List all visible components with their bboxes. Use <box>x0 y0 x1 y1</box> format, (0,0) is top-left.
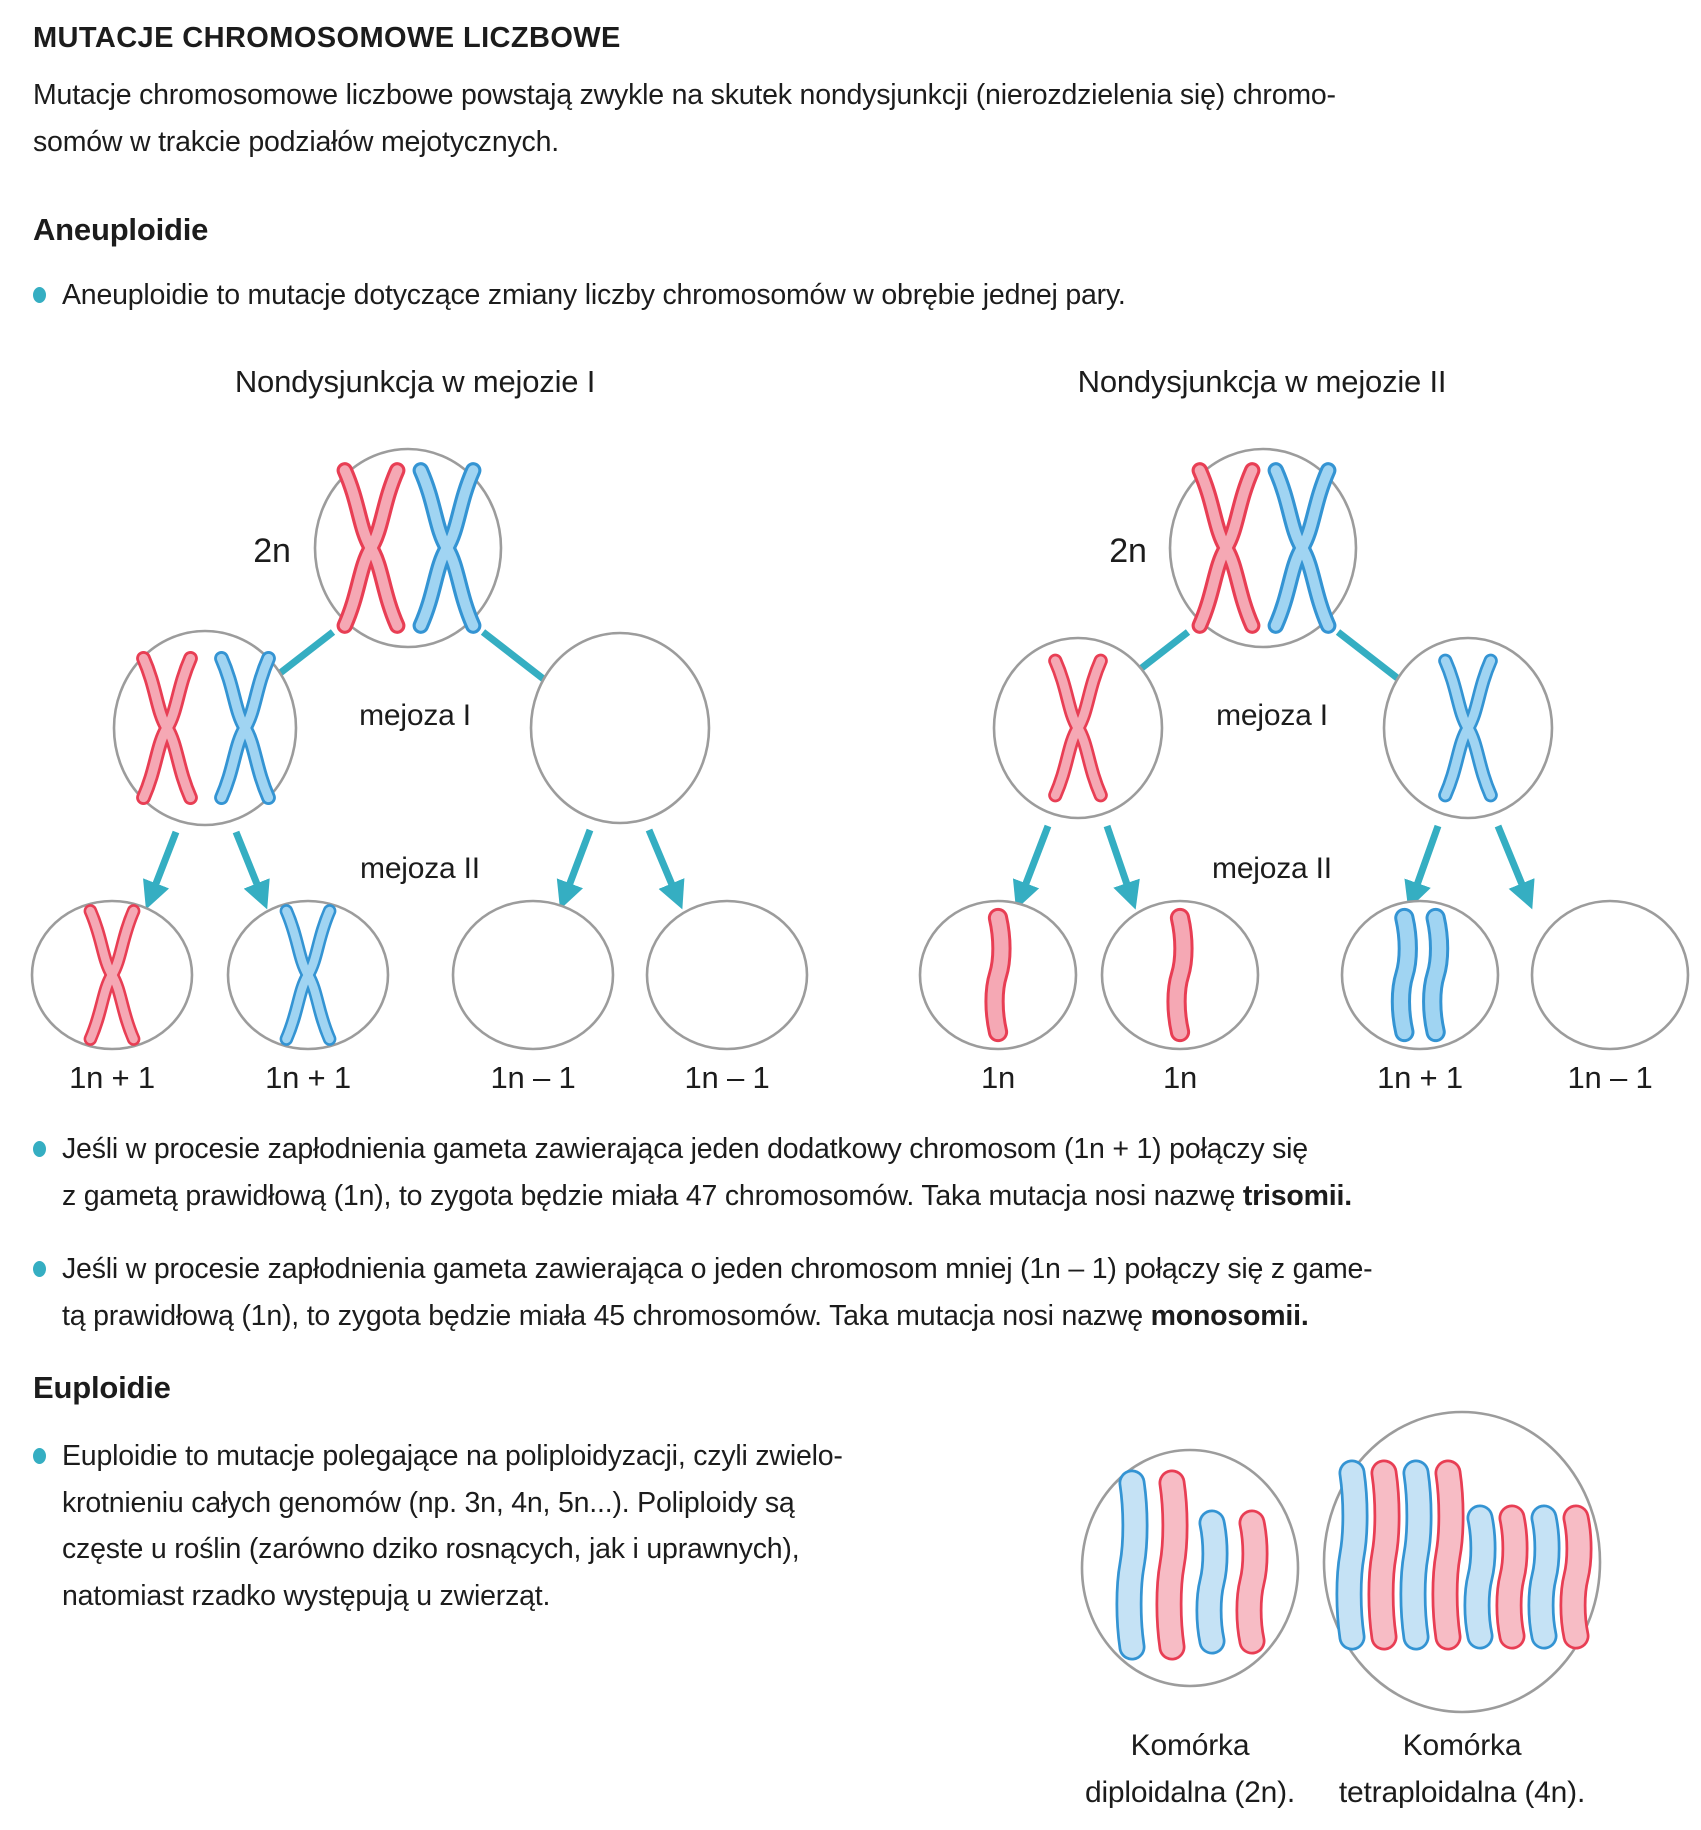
label-mejoza-2: mejoza II <box>360 852 480 885</box>
nondisjunction-diagrams <box>0 350 1701 1100</box>
label-2n: 2n <box>253 532 291 570</box>
label-gamete-1: 1n + 1 <box>69 1060 155 1095</box>
bullet-dot <box>33 1261 46 1277</box>
bullet-monosomy <box>33 1246 1678 1340</box>
cell-gamete-3-empty <box>453 901 613 1049</box>
label-gamete-3: 1n – 1 <box>490 1060 576 1095</box>
chromosome-red-short <box>1573 1518 1579 1636</box>
label-tetraploid-line2: tetraploidalna (4n). <box>1338 1776 1586 1809</box>
diagram-title: Nondysjunkcja w mejozie II <box>1077 364 1447 399</box>
arrow-meiosis2-2 <box>236 832 263 899</box>
section-heading-euploidie: Euploidie <box>33 1370 171 1405</box>
bullet-text-body: Jeśli w procesie zapłodnienia gameta zawierająca jeden dodatkowy chromosom (1n + 1) połączy się z gametą prawidłową (1n), to zygota będzie miała 47 chromosomów. Taka mutacja nosi nazwę <box>62 1133 1308 1212</box>
chromosome-red-long <box>1445 1473 1451 1637</box>
bullet-text-body: Jeśli w procesie zapłodnienia gameta zawierająca o jeden chromosom mniej (1n – 1) połączy się z game- tą prawidłową (1n), to zygota będzie miała 45 chromosomów. Taka mutacja nosi nazwę <box>62 1253 1373 1332</box>
bullet-text <box>62 1246 1372 1340</box>
label-mejoza-2: mejoza II <box>1212 852 1332 885</box>
arrow-meiosis2-3 <box>564 830 590 899</box>
label-diploid-line1: Komórka <box>1130 1729 1250 1762</box>
chromosome-red-long <box>1169 1483 1175 1647</box>
diagram-nondisjunction-meiosis-2 <box>920 364 1688 1095</box>
bullet-text: Aneuploidie to mutacje dotyczące zmiany liczby chromosomów w obrębie jednej pary. <box>62 279 1126 311</box>
cell-gamete-3 <box>1342 901 1498 1049</box>
chromosome-blue-long <box>1413 1473 1419 1637</box>
chromosome-blue-short <box>1541 1518 1547 1636</box>
page-title: MUTACJE CHROMOSOMOWE LICZBOWE <box>33 22 621 54</box>
arrow-meiosis2-3 <box>1412 826 1438 899</box>
label-tetraploid-line1: Komórka <box>1402 1729 1522 1762</box>
chromosome-blue-long <box>1129 1483 1135 1647</box>
chromosome-blue-short <box>1209 1523 1215 1641</box>
arrow-meiosis2-1 <box>150 832 176 899</box>
term-monosomy: monosomii. <box>1150 1300 1309 1332</box>
label-gamete-4: 1n – 1 <box>684 1060 770 1095</box>
arrow-meiosis2-2 <box>1107 826 1132 899</box>
label-2n: 2n <box>1109 532 1147 570</box>
diagram-title: Nondysjunkcja w mejozie I <box>234 364 596 399</box>
cell-gamete-4-empty <box>1532 901 1688 1049</box>
arrow-meiosis2-4 <box>649 830 678 899</box>
chromosome-red-long <box>1381 1473 1387 1637</box>
bullet-trisomy <box>33 1126 1678 1220</box>
term-trisomy: trisomii. <box>1242 1180 1352 1212</box>
chromosome-red-short <box>1249 1523 1255 1641</box>
tetraploid-cell-group <box>1324 1412 1600 1809</box>
intro-paragraph: Mutacje chromosomowe liczbowe powstają zwykle na skutek nondysjunkcji (nierozdzielenia się) chromo- somów w trakcie podziałów mejotycznych. <box>33 79 1336 158</box>
label-gamete-4: 1n – 1 <box>1567 1060 1653 1095</box>
label-gamete-2: 1n <box>1162 1060 1198 1095</box>
bullet-dot <box>33 287 46 303</box>
bullet-dot <box>33 1448 46 1464</box>
diploid-cell-group <box>1082 1450 1298 1809</box>
diagram-nondisjunction-meiosis-1 <box>32 364 807 1095</box>
label-mejoza-1: mejoza I <box>1216 699 1328 732</box>
bullet-euploidie <box>33 1433 1033 1619</box>
cell-meiosis1-right-empty <box>531 633 709 823</box>
bullet-aneuploidie-definition <box>33 272 1678 319</box>
bullet-text <box>62 1126 1352 1220</box>
chromosome-blue-long <box>1349 1473 1355 1637</box>
label-gamete-3: 1n + 1 <box>1377 1060 1463 1095</box>
arrow-meiosis2-1 <box>1020 826 1048 899</box>
chromosome-red-short <box>1509 1518 1515 1636</box>
bullet-dot <box>33 1141 46 1157</box>
chromosome-blue-short <box>1477 1518 1483 1636</box>
chromatid-red <box>995 918 1002 1032</box>
bullet-text: Euploidie to mutacje polegające na poliploidyzacji, czyli zwielo- krotnieniu całych genomów (np. 3n, 4n, 5n...). Poliploidy są częste u roślin (zarówno dziko rosnących, jak i uprawnych), natomiast rzadko występują u zwierząt. <box>62 1440 843 1612</box>
euploidy-cells-figure <box>1015 1390 1701 1830</box>
label-gamete-2: 1n + 1 <box>265 1060 351 1095</box>
arrow-meiosis2-4 <box>1498 826 1528 899</box>
section-heading-aneuploidie: Aneuploidie <box>33 212 209 247</box>
chromatid-red <box>1177 918 1184 1032</box>
label-mejoza-1: mejoza I <box>359 699 471 732</box>
label-gamete-1: 1n <box>980 1060 1016 1095</box>
cell-gamete-4-empty <box>647 901 807 1049</box>
label-diploid-line2: diploidalna (2n). <box>1084 1776 1296 1809</box>
